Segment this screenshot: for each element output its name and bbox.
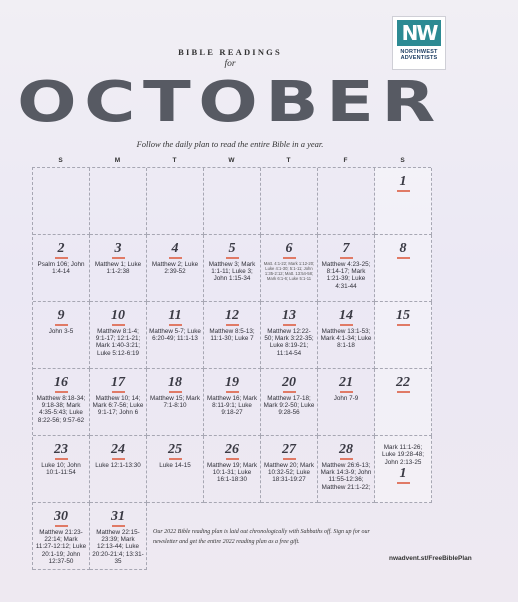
logo-mark: NW bbox=[397, 20, 441, 46]
day-number: 26 bbox=[225, 442, 239, 457]
day-cell-25 bbox=[147, 436, 204, 503]
day-underline bbox=[55, 257, 68, 259]
day-underline bbox=[397, 391, 410, 393]
day-number: 7 bbox=[342, 241, 350, 256]
day-cell-22 bbox=[375, 369, 432, 436]
day-cell-6 bbox=[261, 235, 318, 302]
day-underline bbox=[112, 257, 125, 259]
weekday-fri: F bbox=[343, 157, 348, 164]
day-underline bbox=[226, 324, 239, 326]
day-cell-28 bbox=[318, 436, 375, 503]
day-number: 23 bbox=[54, 442, 68, 457]
day-cell-24 bbox=[90, 436, 147, 503]
day-underline bbox=[397, 257, 410, 259]
footer-note: Our 2022 Bible reading plan is laid out chronologically with Sabbaths off. Sign up for our newsletter and get the entire 2022 reading plan as a free gift. bbox=[153, 529, 370, 545]
day-cell-8 bbox=[375, 235, 432, 302]
day-cell-21 bbox=[318, 369, 375, 436]
day-number: 9 bbox=[57, 308, 65, 323]
reading-text: Matthew 2; Luke 2:39-52 bbox=[151, 260, 199, 275]
day-cell-12 bbox=[204, 302, 261, 369]
day-underline bbox=[112, 458, 125, 460]
day-number: 30 bbox=[54, 509, 68, 524]
day-number: 12 bbox=[225, 308, 239, 323]
day-underline bbox=[283, 391, 296, 393]
day-underline bbox=[169, 391, 182, 393]
day-underline bbox=[112, 391, 125, 393]
day-underline bbox=[169, 324, 182, 326]
day-cell-13 bbox=[261, 302, 318, 369]
day-cell-15 bbox=[375, 302, 432, 369]
day-cell-1 bbox=[375, 168, 432, 235]
day-number: 5 bbox=[228, 241, 236, 256]
day-cell-29 bbox=[375, 436, 432, 503]
weekday-tue: T bbox=[172, 157, 177, 164]
reading-text: Matthew 21:23-22:14; Mark 11:27-12:12; Luke 20:1-19; John 12:37-50 bbox=[35, 528, 87, 566]
header-for: for bbox=[224, 59, 236, 69]
day-number: 2 bbox=[57, 241, 65, 256]
day-underline bbox=[226, 257, 239, 259]
weekday-wed: W bbox=[228, 157, 235, 164]
reading-text: Matthew 8:18-34; 9:18-38; Mark 4:35-5:43; Luke 8:22-56; 9:57-62 bbox=[36, 394, 86, 424]
subtitle: Follow the daily plan to read the entire Bible in a year. bbox=[136, 139, 324, 149]
day-underline bbox=[340, 391, 353, 393]
day-cell-4 bbox=[147, 235, 204, 302]
day-underline bbox=[397, 190, 410, 192]
reading-text: Matthew 3; Mark 1:1-11; Luke 3; John 1:15-34 bbox=[208, 260, 256, 283]
day-number: 10 bbox=[111, 308, 125, 323]
reading-text: Matthew 16; Mark 8:11-9:1; Luke 9:18-27 bbox=[206, 394, 258, 417]
day-cell-16 bbox=[33, 369, 90, 436]
reading-text: Matthew 12:22-50; Mark 3:22-35; Luke 8:19-21; 11:14-54 bbox=[264, 327, 314, 357]
day-cell-7 bbox=[318, 235, 375, 302]
day-underline bbox=[226, 391, 239, 393]
day-number: 28 bbox=[339, 442, 353, 457]
month-title: OCTOBER bbox=[17, 70, 443, 135]
reading-text: Matthew 13:1-53; Mark 4:1-34; Luke 8:1-18 bbox=[320, 327, 372, 350]
empty-cell bbox=[90, 168, 147, 235]
reading-text: John 3-5 bbox=[48, 327, 74, 335]
header-kicker: BIBLE READINGS bbox=[178, 47, 282, 57]
day-underline bbox=[340, 257, 353, 259]
day-number: 31 bbox=[111, 509, 125, 524]
day-underline bbox=[55, 458, 68, 460]
day-cell-14 bbox=[318, 302, 375, 369]
reading-text: Matthew 15; Mark 7:1-8:10 bbox=[149, 394, 201, 409]
reading-text: Luke 14-15 bbox=[159, 461, 191, 469]
day-underline bbox=[283, 324, 296, 326]
day-cell-27 bbox=[261, 436, 318, 503]
day-number: 4 bbox=[171, 241, 179, 256]
reading-text: Matthew 1; Luke 1:1-2:38 bbox=[94, 260, 142, 275]
day-cell-23 bbox=[33, 436, 90, 503]
day-number: 3 bbox=[114, 241, 122, 256]
day-underline bbox=[55, 391, 68, 393]
day-underline bbox=[283, 257, 296, 259]
day-cell-10 bbox=[90, 302, 147, 369]
weekday-mon: M bbox=[114, 157, 121, 164]
day-cell-9 bbox=[33, 302, 90, 369]
day-underline bbox=[397, 324, 410, 326]
empty-cell bbox=[33, 168, 90, 235]
day-number: 20 bbox=[282, 375, 296, 390]
calendar-grid bbox=[32, 167, 472, 570]
day-cell-5 bbox=[204, 235, 261, 302]
reading-text: Matthew 26:6-13; Mark 14:3-9; John 11:55-12:36; Matthew 21:1-22; bbox=[320, 461, 372, 491]
day-number: 25 bbox=[168, 442, 182, 457]
weekday-header bbox=[32, 157, 431, 164]
reading-text: Matthew 5-7; Luke 6:20-49; 11:1-13 bbox=[149, 327, 201, 342]
day-cell-2 bbox=[33, 235, 90, 302]
day-number: 1 bbox=[399, 174, 407, 189]
day-underline bbox=[226, 458, 239, 460]
day-number: 17 bbox=[111, 375, 125, 390]
reading-text: Matthew 17-18; Mark 9:2-50; Luke 9:28-56 bbox=[263, 394, 315, 417]
day-cell-19 bbox=[204, 369, 261, 436]
day-number: 21 bbox=[339, 375, 353, 390]
reading-text: Matthew 8:5-13; 11:1-30; Luke 7 bbox=[209, 327, 255, 342]
day-cell-18 bbox=[147, 369, 204, 436]
reading-text: Luke 10; John 10:1-11:54 bbox=[41, 461, 81, 476]
day-number: 24 bbox=[111, 442, 125, 457]
day-number: 8 bbox=[399, 241, 407, 256]
reading-text: Luke 12:1-13:30 bbox=[95, 461, 141, 469]
reading-text: Matthew 4:23-25; 8:14-17; Mark 1:21-39; Luke 4:31-44 bbox=[321, 260, 371, 290]
day-number: 11 bbox=[168, 308, 182, 323]
day-number: 19 bbox=[225, 375, 239, 390]
day-underline bbox=[283, 458, 296, 460]
reading-text: Psalm 106; John 1:4-14 bbox=[37, 260, 85, 275]
reading-text: John 7-9 bbox=[333, 394, 359, 402]
reading-text: Matthew 20; Mark 10:32-52; Luke 18:31-19:27 bbox=[263, 461, 315, 484]
day-underline bbox=[55, 324, 68, 326]
day-underline bbox=[112, 324, 125, 326]
reading-text: Mark 11:1-26; Luke 19:28-48; John 2:13-25 bbox=[381, 444, 424, 466]
empty-cell bbox=[204, 168, 261, 235]
day-number: 14 bbox=[339, 308, 353, 323]
day-cell-11 bbox=[147, 302, 204, 369]
day-number: 15 bbox=[396, 308, 410, 323]
empty-cell bbox=[147, 168, 204, 235]
day-number: 6 bbox=[285, 241, 293, 256]
logo-line-2: ADVENTISTS bbox=[400, 55, 438, 61]
day-number: 22 bbox=[396, 375, 410, 390]
day-cell-31 bbox=[90, 503, 147, 570]
day-underline bbox=[340, 458, 353, 460]
day-cell-20 bbox=[261, 369, 318, 436]
day-number: 27 bbox=[282, 442, 296, 457]
empty-cell bbox=[318, 168, 375, 235]
day-cell-30 bbox=[33, 503, 90, 570]
weekday-sat: S bbox=[400, 157, 405, 164]
reading-text: Matt. 4:1-22; Mark 1:12-20; Luke 4:1-30; 5:1-11; John 1:35-2:12; Matt. 13:54-58; Mark 6:1-6; Luke 5:1-11 bbox=[263, 260, 315, 282]
day-cell-3 bbox=[90, 235, 147, 302]
weekday-sun: S bbox=[58, 157, 63, 164]
footer-area bbox=[147, 503, 472, 570]
footer-link[interactable]: nwadvent.st/FreeBiblePlan bbox=[389, 555, 472, 562]
logo-line-1: NORTHWEST bbox=[400, 49, 438, 55]
day-underline bbox=[112, 525, 125, 527]
day-underline bbox=[397, 482, 410, 484]
day-number: 16 bbox=[54, 375, 68, 390]
weekday-thu: T bbox=[286, 157, 291, 164]
reading-text: Matthew 22:15-23:39; Mark 12:13-44; Luke 20:20-21:4; 13:31-35 bbox=[92, 528, 144, 566]
reading-text: Matthew 19; Mark 10:1-31; Luke 16:1-18:30 bbox=[206, 461, 258, 484]
day-underline bbox=[169, 458, 182, 460]
day-number: 13 bbox=[282, 308, 296, 323]
reading-text: Matthew 10; 14; Mark 6:7-56; Luke 9:1-17; John 6 bbox=[92, 394, 144, 417]
day-number: 18 bbox=[168, 375, 182, 390]
day-underline bbox=[340, 324, 353, 326]
day-number: 1 bbox=[399, 466, 407, 482]
day-underline bbox=[169, 257, 182, 259]
day-cell-26 bbox=[204, 436, 261, 503]
day-cell-17 bbox=[90, 369, 147, 436]
empty-cell bbox=[261, 168, 318, 235]
reading-text: Matthew 8:1-4; 9:1-17; 12:1-21; Mark 1:40-3:21; Luke 5:12-6:19 bbox=[95, 327, 141, 357]
day-underline bbox=[55, 525, 68, 527]
